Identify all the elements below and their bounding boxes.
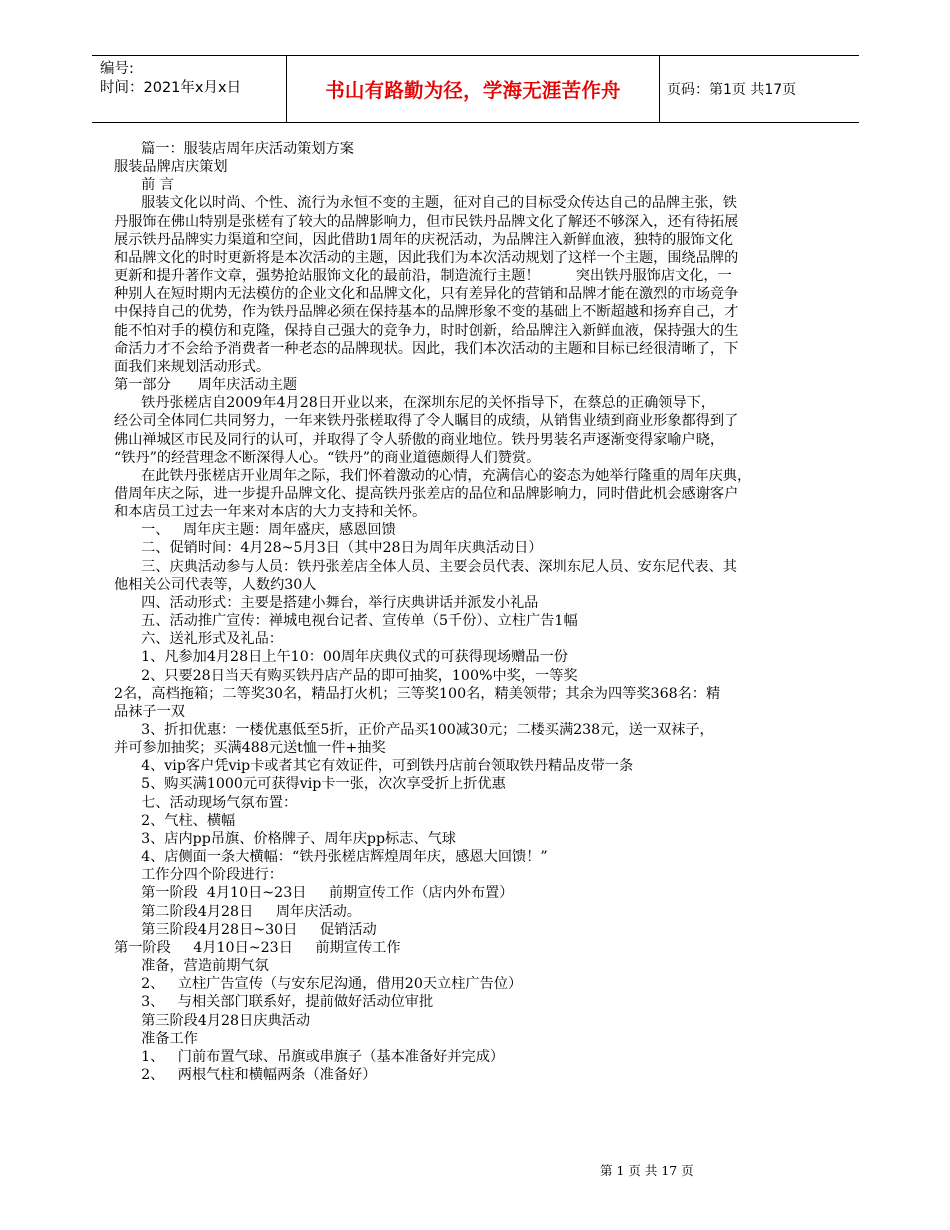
text-line: 丹服饰在佛山特别是张槎有了较大的品牌影响力，但市民铁丹品牌文化了解还不够深入，还有待拓展 — [114, 213, 739, 230]
page-header — [92, 55, 859, 123]
header-left — [100, 60, 286, 98]
text-line: 2、 两根气柱和横幅两条（准备好） — [114, 1066, 377, 1083]
text-line: 七、活动现场气氛布置： — [114, 794, 298, 811]
text-line: 服装文化以时尚、个性、流行为永恒不变的主题，征对自己的目标受众传达自己的品牌主张，铁 — [114, 195, 737, 212]
text-line: 五、活动推广宣传：禅城电视台记者、宣传单（5千份）、立柱广告1幅 — [114, 613, 578, 630]
text-line: 和品牌文化的时时更新将是本次活动的主题，因此我们为本次活动规划了这样一个主题，围绕品牌的 — [114, 249, 739, 266]
text-line: 并可参加抽奖；买满488元送t恤一件+抽奖 — [114, 740, 386, 757]
text-line: 前 言 — [114, 177, 174, 194]
text-line: 3、 与相关部门联系好，提前做好活动位审批 — [114, 994, 434, 1011]
text-line: 中保持自己的优势，作为铁丹品牌必须在保持基本的品牌形象不变的基础上不断超越和扬弃自己，才 — [114, 304, 739, 321]
text-line: 命活力才不会给予消费者一种老态的品牌现状。因此，我们本次活动的主题和目标已经很清晰了，下 — [114, 340, 739, 357]
text-line: 种别人在短时期内无法模仿的企业文化和品牌文化，只有差异化的营销和品牌才能在激烈的市场竞争 — [114, 286, 739, 303]
text-line: 工作分四个阶段进行： — [114, 867, 283, 884]
document-body — [114, 140, 834, 1084]
text-line: 2、气柱、横幅 — [114, 812, 236, 829]
text-line: 第二阶段4月28日 周年庆活动。 — [114, 903, 361, 920]
text-line: 第三阶段4月28日庆典活动 — [114, 1012, 311, 1029]
text-line: 准备，营造前期气氛 — [114, 958, 269, 975]
text-line: 1、 门前布置气球、吊旗或串旗子（基本准备好并完成） — [114, 1048, 505, 1065]
document-number-label: 编号: — [100, 61, 134, 77]
text-line: 2、 立柱广告宣传（与安东尼沟通，借用20天立柱广告位） — [114, 976, 523, 993]
text-line: 能不怕对手的模仿和克隆，保持自己强大的竞争力，时时创新，给品牌注入新鲜血液，保持强大的生 — [114, 322, 739, 339]
text-line: 1、凡参加4月28日上午10：00周年庆典仪式的可获得现场赠品一份 — [114, 649, 568, 666]
text-line: 3、店内pp吊旗、价格牌子、周年庆pp标志、气球 — [114, 830, 456, 847]
text-line: “铁丹”的经营理念不断深得人心。“铁丹”的商业道德颇得人们赞赏。 — [114, 449, 541, 466]
header-motto: 书山有路勤为径，学海无涯苦作舟 — [286, 56, 660, 122]
text-line: 他相关公司代表等，人数约30人 — [114, 576, 317, 593]
text-line: 铁丹张槎店自2009年4月28日开业以来，在深圳东尼的关怀指导下，在蔡总的正确领导下， — [114, 395, 716, 412]
text-line: 3、折扣优惠：一楼优惠低至5折，正价产品买100减30元；二楼买满238元，送一双袜子， — [114, 722, 714, 738]
text-line: 展示铁丹品牌实力渠道和空间，因此借助1周年的庆祝活动，为品牌注入新鲜血液，独特的服饰文化 — [114, 231, 734, 248]
text-line: 二、促销时间：4月28~5月3日（其中28日为周年庆典活动日） — [114, 540, 543, 557]
text-line: 4、店侧面一条大横幅：“铁丹张槎店辉煌周年庆，感恩大回馈！” — [114, 849, 548, 866]
text-line: 第一阶段 4月10日~23日 前期宣传工作（店内外布置） — [114, 885, 514, 902]
text-line: 篇一：服装店周年庆活动策划方案 — [114, 141, 354, 157]
text-line: 一、 周年庆主题：周年盛庆，感恩回馈 — [114, 522, 396, 539]
text-line: 六、送礼形式及礼品： — [114, 631, 283, 648]
text-line: 2名，高档拖箱；二等奖30名，精品打火机；三等奖100名，精美领带；其余为四等奖368名：精 — [114, 685, 721, 702]
text-line: 四、活动形式：主要是搭建小舞台，举行庆典讲话并派发小礼品 — [114, 594, 539, 611]
text-line: 2、只要28日当天有购买铁丹店产品的即可抽奖，100%中奖，一等奖 — [114, 667, 578, 684]
text-line: 更新和提升著作文章，强势抢站服饰文化的最前沿，制造流行主题！ 突出铁丹服饰店文化，一 — [114, 268, 732, 285]
text-line: 服装品牌店庆策划 — [114, 159, 228, 176]
text-line: 第一阶段 4月10日~23日 前期宣传工作 — [114, 939, 401, 956]
text-line: 准备工作 — [114, 1030, 198, 1047]
text-line: 借周年庆之际，进一步提升品牌文化、提高铁丹张差店的品位和品牌影响力，同时借此机会感谢客户 — [114, 485, 739, 502]
text-line: 品袜子一双 — [114, 703, 185, 720]
text-line: 4、vip客户凭vip卡或者其它有效证件，可到铁丹店前台领取铁丹精品皮带一条 — [114, 758, 634, 775]
text-line: 第三阶段4月28日~30日 促销活动 — [114, 921, 377, 938]
text-line: 和本店员工过去一年来对本店的大力支持和关怀。 — [114, 504, 427, 521]
text-line: 经公司全体同仁共同努力，一年来铁丹张槎取得了令人瞩目的成绩，从销售业绩到商业形象都得到了 — [114, 413, 739, 430]
text-line: 佛山禅城区市民及同行的认可，并取得了令人骄傲的商业地位。铁丹男装名声逐渐变得家喻户晓， — [114, 431, 725, 448]
text-line: 第一部分 周年庆活动主题 — [114, 377, 298, 394]
text-line: 5、购买满1000元可获得vip卡一张，次次享受折上折优惠 — [114, 776, 506, 793]
document-time-label: 时间：2021年x月x日 — [100, 80, 242, 96]
header-page-info: 页码：第1页 共17页 — [667, 82, 797, 98]
text-line: 在此铁丹张槎店开业周年之际，我们怀着激动的心情，充满信心的姿态为她举行隆重的周年庆典， — [114, 467, 752, 484]
page-footer: 第 1 页 共 17 页 — [600, 1163, 694, 1178]
text-line: 三、庆典活动参与人员：铁丹张差店全体人员、主要会员代表、深圳东尼人员、安东尼代表、其 — [114, 558, 737, 575]
text-line: 面我们来规划活动形式。 — [114, 358, 271, 375]
